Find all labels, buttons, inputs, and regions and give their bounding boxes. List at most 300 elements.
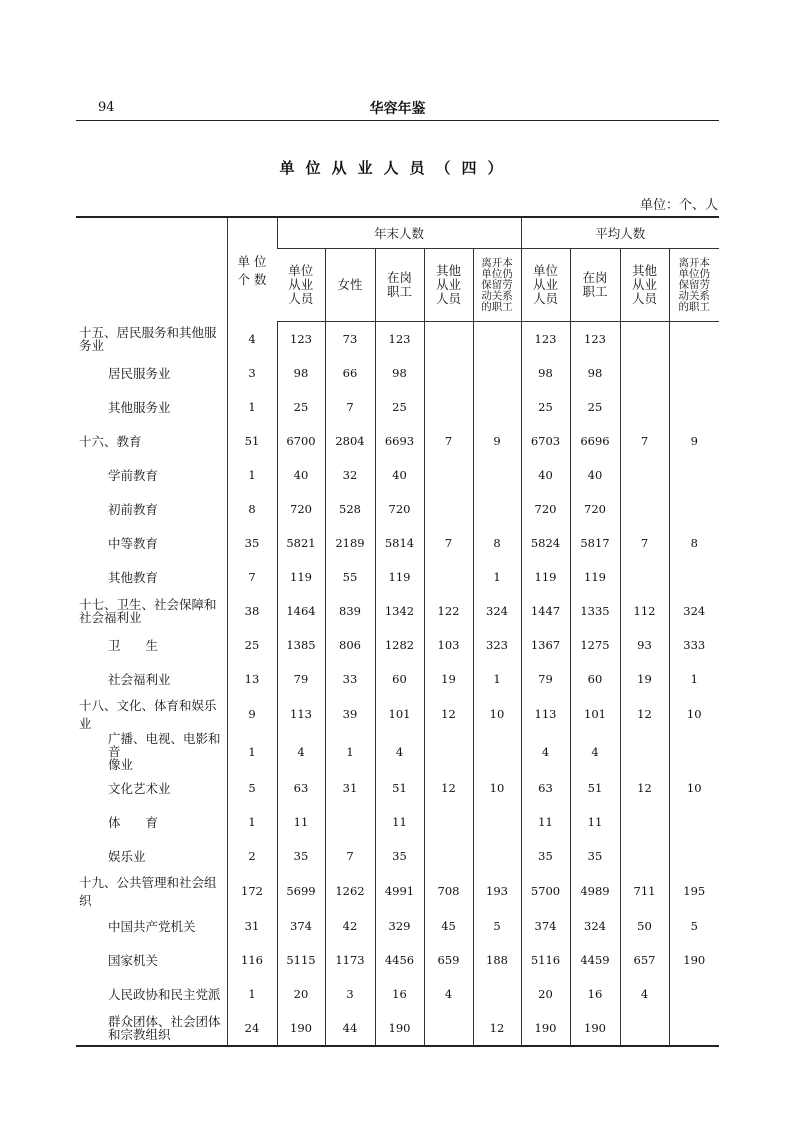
value-cell: 16: [375, 977, 424, 1011]
table-body: [76, 322, 719, 1047]
row-label-text: [76, 398, 227, 416]
value-cell: 2189: [325, 526, 375, 560]
value-cell: [424, 356, 473, 390]
units-count-cell: 1: [227, 458, 277, 492]
table-head: [76, 217, 719, 322]
row-label: [76, 560, 227, 594]
value-cell: 720: [570, 492, 620, 526]
header-line: 女性: [337, 277, 363, 292]
value-cell: 806: [325, 628, 375, 662]
value-cell: 1: [669, 662, 719, 696]
header-line: 从业: [532, 277, 558, 292]
value-cell: 3: [325, 977, 375, 1011]
units-count-cell: 8: [227, 492, 277, 526]
header-line: 从业: [435, 277, 461, 292]
value-cell: 1173: [325, 943, 375, 977]
value-cell: 35: [570, 839, 620, 873]
value-cell: 31: [325, 771, 375, 805]
row-label-line: 十五、居民服务和其他服: [79, 324, 217, 340]
average-group-header: 平均人数: [521, 217, 719, 249]
value-cell: 6703: [521, 424, 570, 458]
value-cell: [669, 492, 719, 526]
table-row: [76, 628, 719, 662]
value-cell: [620, 805, 669, 839]
value-cell: 5: [473, 909, 521, 943]
value-cell: 7: [424, 424, 473, 458]
value-cell: [473, 356, 521, 390]
value-cell: 51: [570, 771, 620, 805]
value-cell: 25: [570, 390, 620, 424]
units-count-cell: 1: [227, 390, 277, 424]
value-cell: 4: [570, 732, 620, 771]
row-label: [76, 424, 227, 458]
value-cell: 188: [473, 943, 521, 977]
row-label-line: 十七、卫生、社会保障和: [79, 597, 217, 612]
value-cell: 659: [424, 943, 473, 977]
average-col-2-header: [620, 249, 669, 322]
value-cell: 32: [325, 458, 375, 492]
row-label-line: 群众团体、社会团体: [108, 1014, 221, 1029]
value-cell: 4: [424, 977, 473, 1011]
table-row: [76, 732, 719, 771]
value-cell: 5115: [277, 943, 325, 977]
value-cell: 190: [570, 1011, 620, 1046]
units-count-cell: 1: [227, 805, 277, 839]
value-cell: 839: [325, 594, 375, 628]
row-label-text: [76, 873, 227, 909]
value-cell: 33: [325, 662, 375, 696]
value-cell: 19: [424, 662, 473, 696]
value-cell: 66: [325, 356, 375, 390]
year-end-group-header: 年末人数: [277, 217, 521, 249]
row-label-line: 中等教育: [108, 536, 159, 551]
year-end-col-3-header: [424, 249, 473, 322]
units-count-cell: 1: [227, 977, 277, 1011]
average-col-3-header: [669, 249, 719, 322]
table-row: [76, 696, 719, 732]
value-cell: [669, 732, 719, 771]
row-label: [76, 839, 227, 873]
table-row: [76, 1011, 719, 1046]
value-cell: 39: [325, 696, 375, 732]
value-cell: [620, 458, 669, 492]
value-cell: [473, 977, 521, 1011]
value-cell: 123: [375, 322, 424, 357]
row-label: [76, 977, 227, 1011]
value-cell: 1447: [521, 594, 570, 628]
value-cell: 60: [375, 662, 424, 696]
value-cell: 7: [424, 526, 473, 560]
header-line: 单位仍: [481, 267, 513, 280]
value-cell: 119: [277, 560, 325, 594]
header-line: 人员: [631, 291, 657, 306]
value-cell: [669, 1011, 719, 1046]
value-cell: [473, 322, 521, 357]
value-cell: 720: [521, 492, 570, 526]
value-cell: 10: [669, 696, 719, 732]
value-cell: 329: [375, 909, 424, 943]
value-cell: [669, 390, 719, 424]
units-count-cell: 25: [227, 628, 277, 662]
row-label-line: 卫 生: [108, 638, 159, 653]
value-cell: 374: [277, 909, 325, 943]
units-count-header: [227, 217, 277, 322]
header-line: 人员: [288, 291, 314, 306]
row-label-text: [76, 847, 227, 865]
value-cell: 6693: [375, 424, 424, 458]
value-cell: [620, 356, 669, 390]
value-cell: [424, 390, 473, 424]
value-cell: [620, 390, 669, 424]
value-cell: 4: [620, 977, 669, 1011]
value-cell: 374: [521, 909, 570, 943]
value-cell: [424, 1011, 473, 1046]
value-cell: [669, 805, 719, 839]
value-cell: 19: [620, 662, 669, 696]
row-label-text: [76, 534, 227, 552]
value-cell: 12: [473, 1011, 521, 1046]
value-cell: 1: [325, 732, 375, 771]
table-row: [76, 805, 719, 839]
value-cell: 1: [473, 662, 521, 696]
value-cell: 73: [325, 322, 375, 357]
year-end-col-1-header: [325, 249, 375, 322]
header-line: 其他: [631, 263, 657, 278]
value-cell: 35: [375, 839, 424, 873]
row-label-line: 十六、教育: [79, 434, 142, 449]
value-cell: 4: [277, 732, 325, 771]
table-row: [76, 771, 719, 805]
value-cell: 1464: [277, 594, 325, 628]
value-cell: [473, 732, 521, 771]
table-row: [76, 943, 719, 977]
table-row: [76, 424, 719, 458]
value-cell: 79: [277, 662, 325, 696]
row-label: [76, 322, 227, 357]
row-label-text: [76, 696, 227, 732]
value-cell: 16: [570, 977, 620, 1011]
row-label: [76, 1011, 227, 1046]
value-cell: 50: [620, 909, 669, 943]
value-cell: 11: [570, 805, 620, 839]
units-count-cell: 5: [227, 771, 277, 805]
value-cell: 40: [570, 458, 620, 492]
table-row: [76, 322, 719, 357]
value-cell: 5: [669, 909, 719, 943]
value-cell: 7: [325, 390, 375, 424]
value-cell: 324: [473, 594, 521, 628]
value-cell: 6700: [277, 424, 325, 458]
row-label-header: [76, 217, 227, 322]
header-line: 在岗: [386, 270, 412, 285]
table-row: [76, 662, 719, 696]
value-cell: 60: [570, 662, 620, 696]
row-label-text: [76, 364, 227, 382]
value-cell: 12: [424, 696, 473, 732]
value-cell: 113: [521, 696, 570, 732]
value-cell: 5700: [521, 873, 570, 909]
value-cell: 11: [521, 805, 570, 839]
header-line: 职工: [582, 284, 608, 299]
value-cell: 103: [424, 628, 473, 662]
value-cell: [473, 839, 521, 873]
value-cell: 45: [424, 909, 473, 943]
value-cell: 9: [473, 424, 521, 458]
value-cell: 122: [424, 594, 473, 628]
row-label: [76, 492, 227, 526]
value-cell: [620, 560, 669, 594]
row-label-text: [76, 500, 227, 518]
value-cell: 1335: [570, 594, 620, 628]
row-label-text: [76, 779, 227, 797]
table-row: [76, 560, 719, 594]
row-label-text: [76, 1015, 227, 1041]
row-label: [76, 628, 227, 662]
row-label-line: 体 育: [108, 815, 159, 830]
row-label: [76, 356, 227, 390]
table-row: [76, 390, 719, 424]
row-label-line: 十八、文化、体育和娱乐业: [79, 698, 217, 731]
row-label-line: 国家机关: [108, 953, 159, 968]
header-line: 人员: [435, 291, 461, 306]
employment-table: [76, 216, 719, 1047]
table-row: [76, 977, 719, 1011]
value-cell: 8: [669, 526, 719, 560]
value-cell: 40: [521, 458, 570, 492]
row-label-line: 其他教育: [108, 570, 159, 585]
header-line: 从业: [288, 277, 314, 292]
value-cell: [620, 322, 669, 357]
row-label: [76, 662, 227, 696]
value-cell: [473, 458, 521, 492]
header-rule: [76, 120, 719, 121]
value-cell: [620, 732, 669, 771]
row-label: [76, 943, 227, 977]
row-label-line: 务业: [79, 337, 105, 353]
value-cell: 4: [375, 732, 424, 771]
table-row: [76, 839, 719, 873]
value-cell: 12: [620, 771, 669, 805]
row-label: [76, 805, 227, 839]
table-title: 单位从业人员（四）: [279, 159, 514, 177]
value-cell: 11: [277, 805, 325, 839]
value-cell: [424, 322, 473, 357]
value-cell: 4456: [375, 943, 424, 977]
row-label-line: 广播、电视、电影和音: [108, 731, 221, 759]
value-cell: 11: [375, 805, 424, 839]
value-cell: [669, 356, 719, 390]
value-cell: 10: [473, 696, 521, 732]
units-count-cell: 35: [227, 526, 277, 560]
value-cell: [424, 805, 473, 839]
value-cell: 63: [521, 771, 570, 805]
row-label-line: 十九、公共管理和社会组织: [79, 875, 217, 908]
row-label-text: [76, 917, 227, 935]
row-label-text: [76, 813, 227, 831]
table-row: [76, 492, 719, 526]
value-cell: 323: [473, 628, 521, 662]
value-cell: 35: [277, 839, 325, 873]
value-cell: 98: [521, 356, 570, 390]
value-cell: [620, 1011, 669, 1046]
header-line: 离开本: [678, 256, 710, 269]
row-label-line: 文化艺术业: [108, 781, 171, 796]
row-label: [76, 390, 227, 424]
value-cell: 5699: [277, 873, 325, 909]
value-cell: 5817: [570, 526, 620, 560]
units-count-cell: 9: [227, 696, 277, 732]
value-cell: 119: [570, 560, 620, 594]
value-cell: 1262: [325, 873, 375, 909]
row-label-line: 社会福利业: [108, 672, 171, 687]
value-cell: [669, 322, 719, 357]
header-line: 动关系: [481, 289, 513, 302]
row-label: [76, 594, 227, 628]
row-label: [76, 526, 227, 560]
value-cell: 8: [473, 526, 521, 560]
row-label: [76, 909, 227, 943]
row-label-text: [76, 466, 227, 484]
value-cell: 1282: [375, 628, 424, 662]
row-label-text: [76, 432, 227, 450]
value-cell: 12: [424, 771, 473, 805]
row-label-line: 学前教育: [108, 468, 159, 483]
value-cell: 190: [277, 1011, 325, 1046]
value-cell: 333: [669, 628, 719, 662]
value-cell: 4: [521, 732, 570, 771]
value-cell: 123: [277, 322, 325, 357]
units-count-header-line2: 个 数: [237, 271, 267, 287]
value-cell: 195: [669, 873, 719, 909]
year-end-col-4-header: [473, 249, 521, 322]
value-cell: [473, 390, 521, 424]
value-cell: 98: [570, 356, 620, 390]
value-cell: 1: [473, 560, 521, 594]
units-count-cell: 7: [227, 560, 277, 594]
value-cell: 4989: [570, 873, 620, 909]
page-number: 94: [98, 100, 115, 115]
header-line: 单位: [532, 263, 558, 278]
value-cell: 657: [620, 943, 669, 977]
row-label-text: [76, 670, 227, 688]
units-count-cell: 3: [227, 356, 277, 390]
header-line: 的职工: [481, 300, 513, 313]
value-cell: 1275: [570, 628, 620, 662]
row-label-line: 和宗教组织: [108, 1027, 171, 1042]
value-cell: 5824: [521, 526, 570, 560]
value-cell: 1367: [521, 628, 570, 662]
table-row: [76, 909, 719, 943]
value-cell: 35: [521, 839, 570, 873]
value-cell: [669, 839, 719, 873]
table-row: [76, 873, 719, 909]
row-label-line: 社会福利业: [79, 610, 142, 625]
table-row: [76, 526, 719, 560]
table-row: [76, 594, 719, 628]
value-cell: 711: [620, 873, 669, 909]
units-count-cell: 51: [227, 424, 277, 458]
value-cell: 7: [325, 839, 375, 873]
header-line: 的职工: [678, 300, 710, 313]
value-cell: 44: [325, 1011, 375, 1046]
year-end-col-0-header: [277, 249, 325, 322]
row-label-text: [76, 985, 227, 1003]
value-cell: [669, 977, 719, 1011]
value-cell: 10: [473, 771, 521, 805]
units-count-cell: 24: [227, 1011, 277, 1046]
value-cell: 5821: [277, 526, 325, 560]
value-cell: 190: [521, 1011, 570, 1046]
row-label-line: 其他服务业: [108, 400, 171, 415]
value-cell: 20: [277, 977, 325, 1011]
value-cell: 9: [669, 424, 719, 458]
value-cell: 4991: [375, 873, 424, 909]
value-cell: 79: [521, 662, 570, 696]
row-label: [76, 696, 227, 732]
value-cell: 112: [620, 594, 669, 628]
value-cell: 25: [375, 390, 424, 424]
page-header: [76, 96, 719, 118]
units-count-cell: 172: [227, 873, 277, 909]
value-cell: 324: [570, 909, 620, 943]
header-line: 离开本: [481, 256, 513, 269]
value-cell: 20: [521, 977, 570, 1011]
value-cell: 528: [325, 492, 375, 526]
value-cell: 113: [277, 696, 325, 732]
value-cell: 6696: [570, 424, 620, 458]
table-row: [76, 458, 719, 492]
units-count-cell: 1: [227, 732, 277, 771]
value-cell: 720: [277, 492, 325, 526]
row-label-text: [76, 568, 227, 586]
row-label-line: 娱乐业: [108, 849, 146, 864]
value-cell: 2804: [325, 424, 375, 458]
value-cell: [669, 458, 719, 492]
units-count-cell: 31: [227, 909, 277, 943]
value-cell: 1385: [277, 628, 325, 662]
header-line: 从业: [631, 277, 657, 292]
year-end-col-2-header: [375, 249, 424, 322]
value-cell: [424, 732, 473, 771]
value-cell: 324: [669, 594, 719, 628]
value-cell: 123: [521, 322, 570, 357]
value-cell: 55: [325, 560, 375, 594]
header-line: 单位仍: [678, 267, 710, 280]
value-cell: [424, 458, 473, 492]
header-line: 在岗: [582, 270, 608, 285]
value-cell: 1342: [375, 594, 424, 628]
value-cell: 101: [570, 696, 620, 732]
row-label-line: 初前教育: [108, 502, 159, 517]
value-cell: 101: [375, 696, 424, 732]
row-label-text: [76, 732, 227, 771]
row-label: [76, 458, 227, 492]
header-line: 保留劳: [678, 278, 710, 291]
value-cell: 720: [375, 492, 424, 526]
units-count-cell: 116: [227, 943, 277, 977]
value-cell: 4459: [570, 943, 620, 977]
header-line: 单位: [288, 263, 314, 278]
value-cell: [620, 839, 669, 873]
row-label: [76, 873, 227, 909]
units-count-cell: 2: [227, 839, 277, 873]
header-line: 动关系: [678, 289, 710, 302]
value-cell: 190: [669, 943, 719, 977]
header-line: 保留劳: [481, 278, 513, 291]
value-cell: 119: [375, 560, 424, 594]
value-cell: 42: [325, 909, 375, 943]
row-label-text: [76, 326, 227, 352]
